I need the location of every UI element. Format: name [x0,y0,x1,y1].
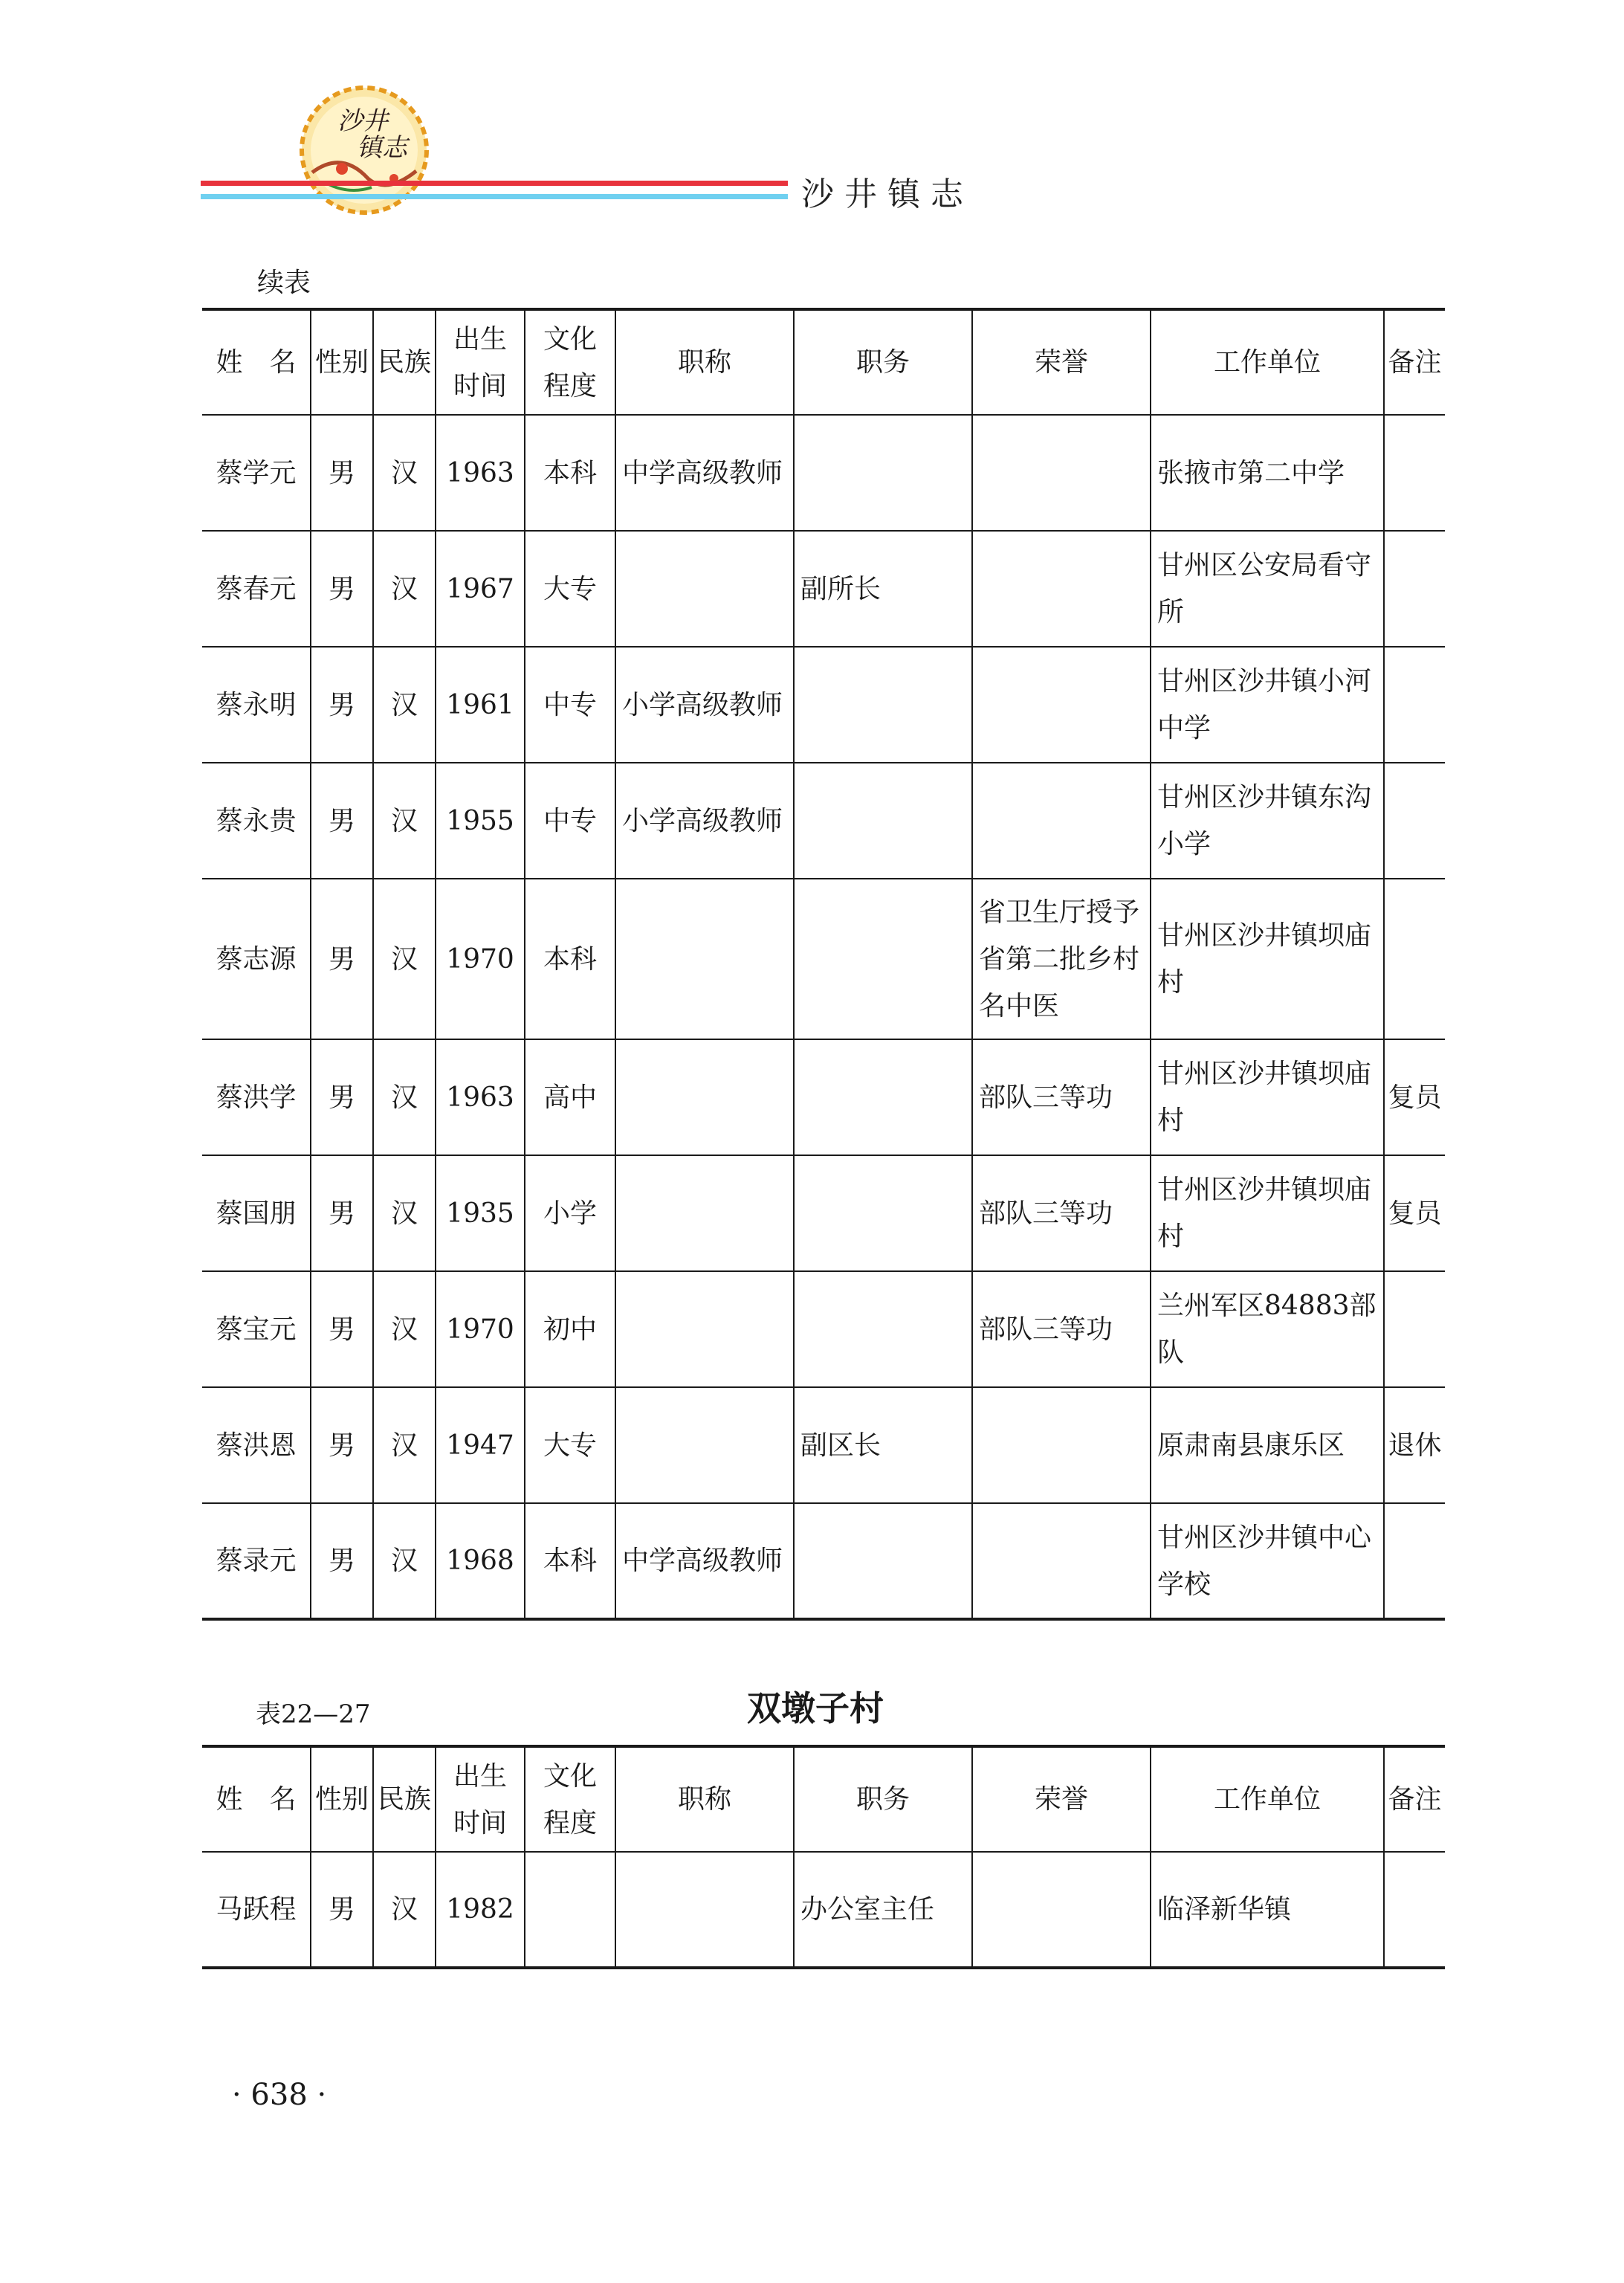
cell-title: 中学高级教师 [615,1503,794,1619]
cell-ethnicity: 汉 [373,763,436,879]
cell-gender: 男 [311,1852,373,1968]
cell-position: 副所长 [794,531,972,647]
cell-birth: 1967 [436,531,525,647]
cell-gender: 男 [311,531,373,647]
cell-workplace: 甘州区沙井镇坝庙村 [1151,1039,1384,1155]
page-number: · 638 · [232,2078,327,2112]
cell-education: 本科 [525,1503,615,1619]
book-title: 沙井镇志 [801,175,974,213]
cell-title [615,531,794,647]
table-row [202,1387,1445,1503]
table-row [202,763,1445,879]
cell-honor: 部队三等功 [972,1039,1151,1155]
cell-workplace: 原肃南县康乐区 [1151,1387,1384,1503]
cell-honor [972,1387,1151,1503]
cell-note: 退休 [1384,1387,1445,1503]
header-red-rule [201,181,788,186]
cell-honor [972,531,1151,647]
table-row [202,647,1445,763]
column-header: 职务 [794,1746,972,1852]
cell-workplace: 张掖市第二中学 [1151,415,1384,531]
cell-note [1384,763,1445,879]
cell-position [794,1039,972,1155]
cell-position [794,763,972,879]
table-row [202,1155,1445,1271]
table-row [202,1039,1445,1155]
cell-title [615,1271,794,1387]
cell-gender: 男 [311,415,373,531]
cell-workplace: 兰州军区84883部队 [1151,1271,1384,1387]
cell-birth: 1947 [436,1387,525,1503]
column-header: 荣誉 [972,309,1151,415]
cell-education: 大专 [525,531,615,647]
cell-name: 马跃程 [202,1852,311,1968]
column-header: 文化程度 [525,1746,615,1852]
village-personnel-table [202,1745,1445,1969]
column-header: 姓 名 [202,1746,311,1852]
cell-honor [972,415,1151,531]
cell-ethnicity: 汉 [373,1039,436,1155]
cell-name: 蔡国朋 [202,1155,311,1271]
cell-gender: 男 [311,1039,373,1155]
cell-ethnicity: 汉 [373,1852,436,1968]
cell-note [1384,415,1445,531]
cell-name: 蔡洪学 [202,1039,311,1155]
cell-title [615,1039,794,1155]
cell-birth: 1955 [436,763,525,879]
cell-gender: 男 [311,763,373,879]
cell-position: 副区长 [794,1387,972,1503]
column-header: 民族 [373,309,436,415]
cell-honor: 部队三等功 [972,1271,1151,1387]
cell-position: 办公室主任 [794,1852,972,1968]
cell-ethnicity: 汉 [373,531,436,647]
cell-ethnicity: 汉 [373,415,436,531]
cell-birth: 1970 [436,879,525,1039]
personnel-table-continued [202,308,1445,1621]
cell-ethnicity: 汉 [373,1503,436,1619]
cell-name: 蔡永明 [202,647,311,763]
table-title: 双墩子村 [747,1688,884,1728]
cell-gender: 男 [311,1503,373,1619]
table-header-row [202,309,1445,415]
cell-honor [972,1852,1151,1968]
column-header: 职称 [615,309,794,415]
cell-honor: 省卫生厅授予省第二批乡村名中医 [972,879,1151,1039]
cell-honor: 部队三等功 [972,1155,1151,1271]
column-header: 文化程度 [525,309,615,415]
cell-name: 蔡洪恩 [202,1387,311,1503]
column-header: 姓 名 [202,309,311,415]
column-header: 职务 [794,309,972,415]
cell-note: 复员 [1384,1155,1445,1271]
cell-honor [972,647,1151,763]
cell-position [794,1503,972,1619]
cell-education: 中专 [525,763,615,879]
cell-ethnicity: 汉 [373,1271,436,1387]
column-header: 性别 [311,309,373,415]
cell-note [1384,879,1445,1039]
cell-name: 蔡永贵 [202,763,311,879]
table-row [202,1503,1445,1619]
table-header-row [202,1746,1445,1852]
cell-position [794,1155,972,1271]
cell-title [615,1852,794,1968]
cell-education: 初中 [525,1271,615,1387]
cell-ethnicity: 汉 [373,1155,436,1271]
cell-title: 中学高级教师 [615,415,794,531]
cell-workplace: 甘州区公安局看守所 [1151,531,1384,647]
cell-birth: 1968 [436,1503,525,1619]
cell-workplace: 甘州区沙井镇小河中学 [1151,647,1384,763]
cell-birth: 1961 [436,647,525,763]
cell-gender: 男 [311,879,373,1039]
cell-title [615,1387,794,1503]
cell-ethnicity: 汉 [373,879,436,1039]
cell-birth: 1963 [436,415,525,531]
table-row [202,879,1445,1039]
cell-gender: 男 [311,1387,373,1503]
cell-name: 蔡学元 [202,415,311,531]
cell-title [615,879,794,1039]
table-row [202,415,1445,531]
cell-name: 蔡志源 [202,879,311,1039]
cell-note [1384,1503,1445,1619]
cell-education: 大专 [525,1387,615,1503]
cell-workplace: 临泽新华镇 [1151,1852,1384,1968]
cell-position [794,879,972,1039]
cell-note [1384,1852,1445,1968]
column-header: 备注 [1384,309,1445,415]
svg-text:镇志: 镇志 [357,133,407,163]
cell-birth: 1970 [436,1271,525,1387]
cell-name: 蔡宝元 [202,1271,311,1387]
cell-gender: 男 [311,647,373,763]
table-row [202,1852,1445,1968]
cell-workplace: 甘州区沙井镇坝庙村 [1151,879,1384,1039]
column-header: 出生时间 [436,309,525,415]
cell-education: 中专 [525,647,615,763]
cell-education: 高中 [525,1039,615,1155]
cell-honor [972,763,1151,879]
cell-ethnicity: 汉 [373,647,436,763]
cell-education: 本科 [525,879,615,1039]
cell-title: 小学高级教师 [615,647,794,763]
continuation-label: 续表 [257,268,311,298]
column-header: 出生时间 [436,1746,525,1852]
column-header: 荣誉 [972,1746,1151,1852]
cell-gender: 男 [311,1155,373,1271]
cell-position [794,647,972,763]
cell-note [1384,647,1445,763]
cell-note: 复员 [1384,1039,1445,1155]
cell-ethnicity: 汉 [373,1387,436,1503]
table-row [202,531,1445,647]
cell-birth: 1963 [436,1039,525,1155]
cell-workplace: 甘州区沙井镇东沟小学 [1151,763,1384,879]
column-header: 工作单位 [1151,1746,1384,1852]
column-header: 性别 [311,1746,373,1852]
cell-birth: 1935 [436,1155,525,1271]
cell-position [794,415,972,531]
cell-name: 蔡春元 [202,531,311,647]
cell-note [1384,531,1445,647]
cell-gender: 男 [311,1271,373,1387]
cell-note [1384,1271,1445,1387]
column-header: 工作单位 [1151,309,1384,415]
cell-honor [972,1503,1151,1619]
header-blue-rule [201,194,788,199]
cell-name: 蔡录元 [202,1503,311,1619]
table-number: 表22—27 [256,1699,371,1729]
cell-education [525,1852,615,1968]
cell-birth: 1982 [436,1852,525,1968]
cell-workplace: 甘州区沙井镇中心学校 [1151,1503,1384,1619]
column-header: 备注 [1384,1746,1445,1852]
cell-position [794,1271,972,1387]
cell-education: 小学 [525,1155,615,1271]
cell-education: 本科 [525,415,615,531]
cell-workplace: 甘州区沙井镇坝庙村 [1151,1155,1384,1271]
table-row [202,1271,1445,1387]
column-header: 职称 [615,1746,794,1852]
cell-title: 小学高级教师 [615,763,794,879]
cell-title [615,1155,794,1271]
svg-text:沙井: 沙井 [337,106,388,136]
column-header: 民族 [373,1746,436,1852]
